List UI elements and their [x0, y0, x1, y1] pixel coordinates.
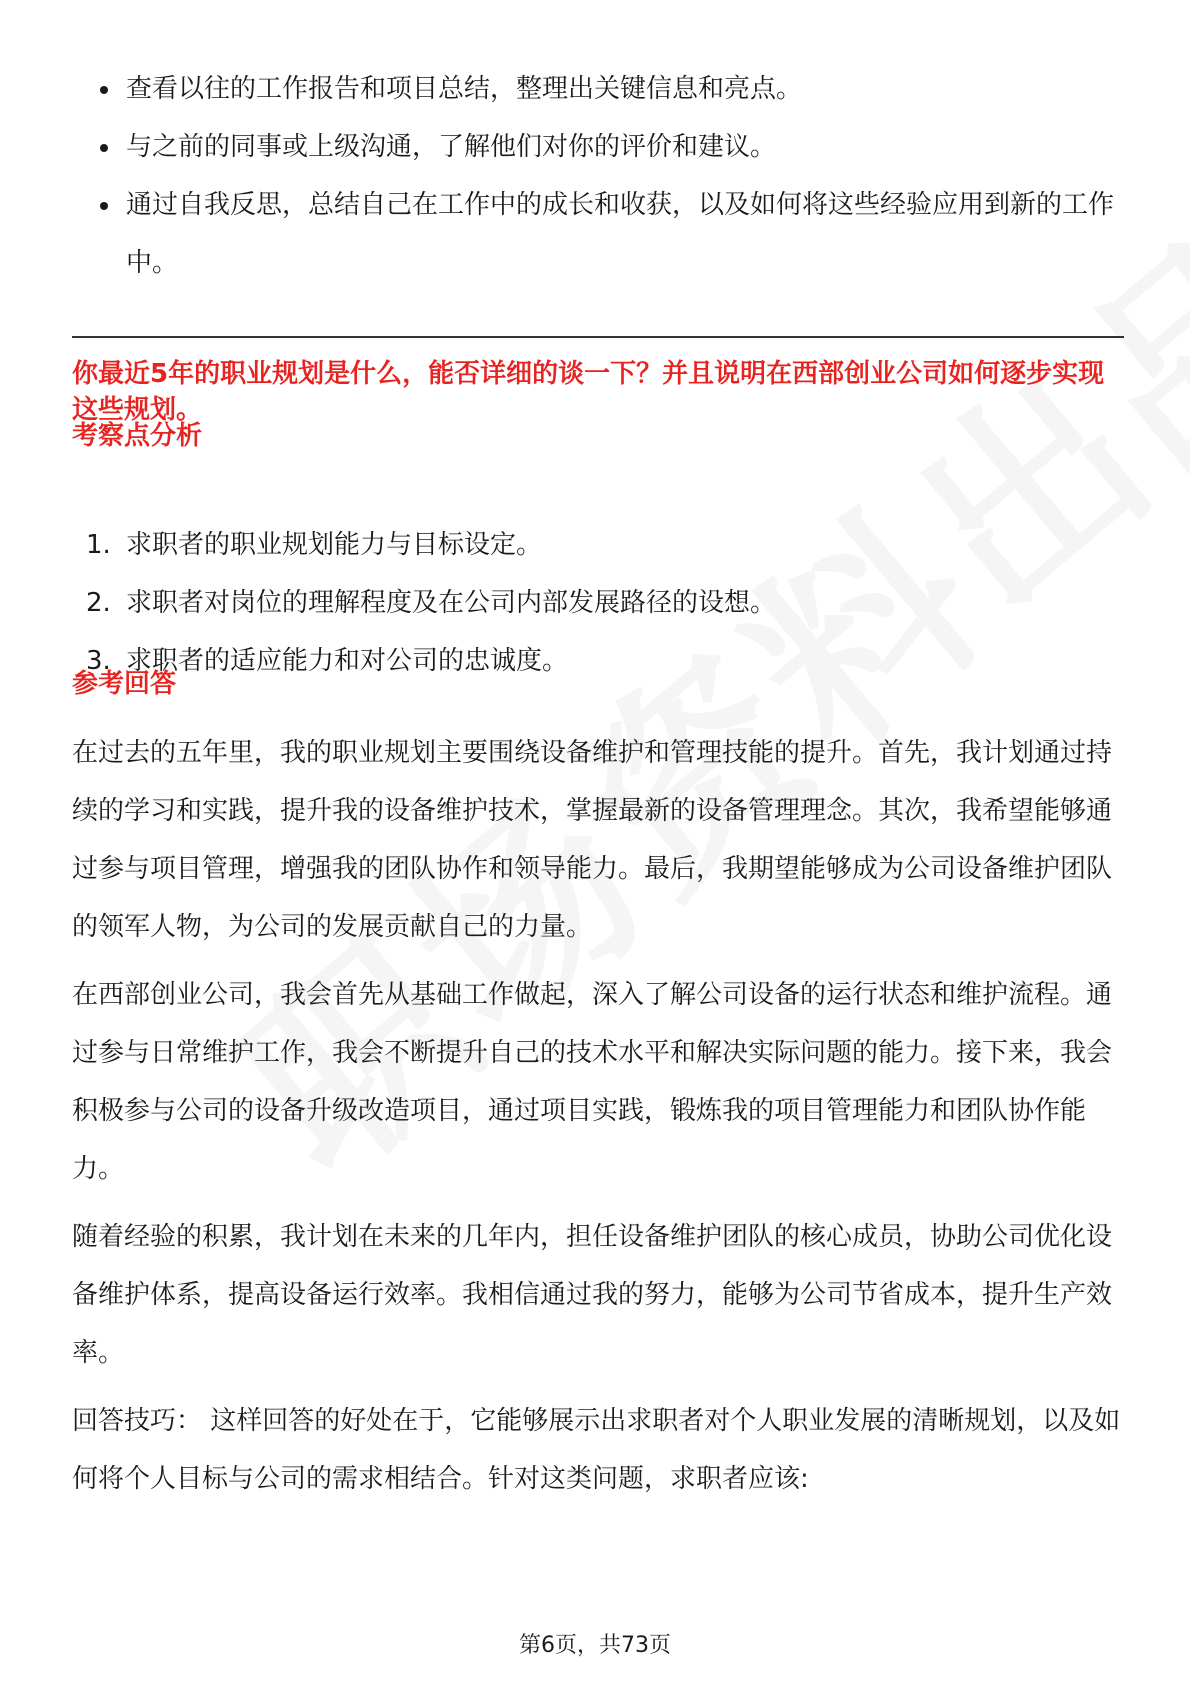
list-item: 通过自我反思，总结自己在工作中的成长和收获，以及如何将这些经验应用到新的工作中。: [72, 176, 1124, 292]
list-number: 1.: [86, 530, 111, 560]
divider: [72, 336, 1124, 338]
answer-paragraph: 随着经验的积累，我计划在未来的几年内，担任设备维护团队的核心成员，协助公司优化设备维护体系，提高设备运行效率。我相信通过我的努力，能够为公司节省成本，提升生产效率。: [72, 1222, 1113, 1368]
question-heading: 你最近5年的职业规划是什么，能否详细的谈一下？并且说明在西部创业公司如何逐步实现这些规划。: [72, 359, 1105, 425]
list-item: 与之前的同事或上级沟通，了解他们对你的评价和建议。: [72, 118, 1124, 176]
list-text: 求职者对岗位的理解程度及在公司内部发展路径的设想。: [126, 588, 777, 618]
list-item: [72, 574, 1124, 632]
answer-paragraph: 在过去的五年里，我的职业规划主要围绕设备维护和管理技能的提升。首先，我计划通过持续的学习和实践，提升我的设备维护技术，掌握最新的设备管理理念。其次，我希望能够通过参与项目管理，增强我的团队协作和领导能力。最后，我期望能够成为公司设备维护团队的领军人物，为公司的发展贡献自己的力量。: [72, 738, 1113, 942]
analysis-heading: 考察点分析: [72, 421, 203, 451]
list-text: 求职者的适应能力和对公司的忠诚度。: [126, 646, 569, 676]
analysis-points: [72, 516, 1124, 690]
list-item: [72, 516, 1124, 574]
list-number: 3.: [86, 646, 111, 676]
list-item: 查看以往的工作报告和项目总结，整理出关键信息和亮点。: [72, 60, 1124, 118]
answer-tips: 回答技巧： 这样回答的好处在于，它能够展示出求职者对个人职业发展的清晰规划，以及如何将个人目标与公司的需求相结合。针对这类问题，求职者应该:: [72, 1406, 1121, 1494]
answer-paragraph: 在西部创业公司，我会首先从基础工作做起，深入了解公司设备的运行状态和维护流程。通过参与日常维护工作，我会不断提升自己的技术水平和解决实际问题的能力。接下来，我会积极参与公司的设备升级改造项目，通过项目实践，锻炼我的项目管理能力和团队协作能力。: [72, 980, 1113, 1184]
page-number: 第6页，共73页: [519, 1633, 671, 1658]
list-item: [72, 632, 1124, 690]
answer-heading: 参考回答: [72, 669, 177, 699]
list-text: 求职者的职业规划能力与目标设定。: [126, 530, 543, 560]
bullet-list: [72, 60, 1124, 292]
list-number: 2.: [86, 588, 111, 618]
